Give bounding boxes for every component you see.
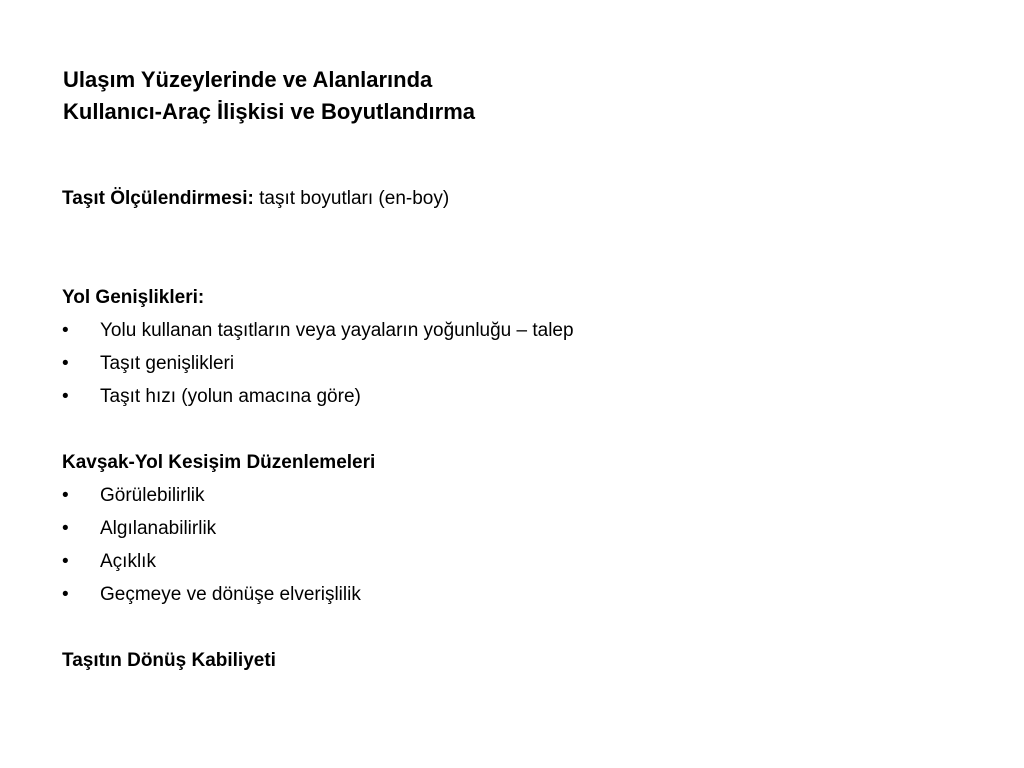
section-heading: Taşıt Ölçülendirmesi: bbox=[62, 188, 254, 209]
list-item bbox=[62, 545, 574, 578]
bullet-icon: • bbox=[62, 320, 69, 341]
list-item-text: Görülebilirlik bbox=[100, 485, 205, 506]
list-item bbox=[62, 578, 574, 611]
list-item bbox=[62, 380, 574, 413]
list-item bbox=[62, 314, 574, 347]
list-item-text: Geçmeye ve dönüşe elverişlilik bbox=[100, 584, 361, 605]
slide-title-line-2: Kullanıcı-Araç İlişkisi ve Boyutlandırma bbox=[63, 99, 476, 124]
section-detail: taşıt boyutları (en-boy) bbox=[259, 188, 450, 209]
section-heading-yol-genislikleri: Yol Genişlikleri: bbox=[62, 287, 205, 308]
slide-title bbox=[63, 64, 475, 128]
slide-body bbox=[62, 182, 574, 677]
list-item-text: Yolu kullanan taşıtların veya yayaların yoğunluğu – talep bbox=[100, 320, 574, 341]
list-item-text: Algılanabilirlik bbox=[100, 518, 217, 539]
list-item bbox=[62, 479, 574, 512]
section-tasit-olculendirmesi bbox=[62, 182, 574, 215]
bullet-icon: • bbox=[62, 386, 69, 407]
list-item-text: Açıklık bbox=[100, 551, 156, 572]
list-item bbox=[62, 347, 574, 380]
bullet-icon: • bbox=[62, 353, 69, 374]
slide-title-line-1: Ulaşım Yüzeylerinde ve Alanlarında bbox=[63, 67, 433, 92]
section-heading-donus: Taşıtın Dönüş Kabiliyeti bbox=[62, 650, 276, 671]
list-item-text: Taşıt genişlikleri bbox=[100, 353, 235, 374]
section-heading-kavsak: Kavşak-Yol Kesişim Düzenlemeleri bbox=[62, 452, 376, 473]
bullet-icon: • bbox=[62, 485, 69, 506]
list-item-text: Taşıt hızı (yolun amacına göre) bbox=[100, 386, 361, 407]
bullet-icon: • bbox=[62, 551, 69, 572]
list-item bbox=[62, 512, 574, 545]
bullet-icon: • bbox=[62, 584, 69, 605]
bullet-icon: • bbox=[62, 518, 69, 539]
